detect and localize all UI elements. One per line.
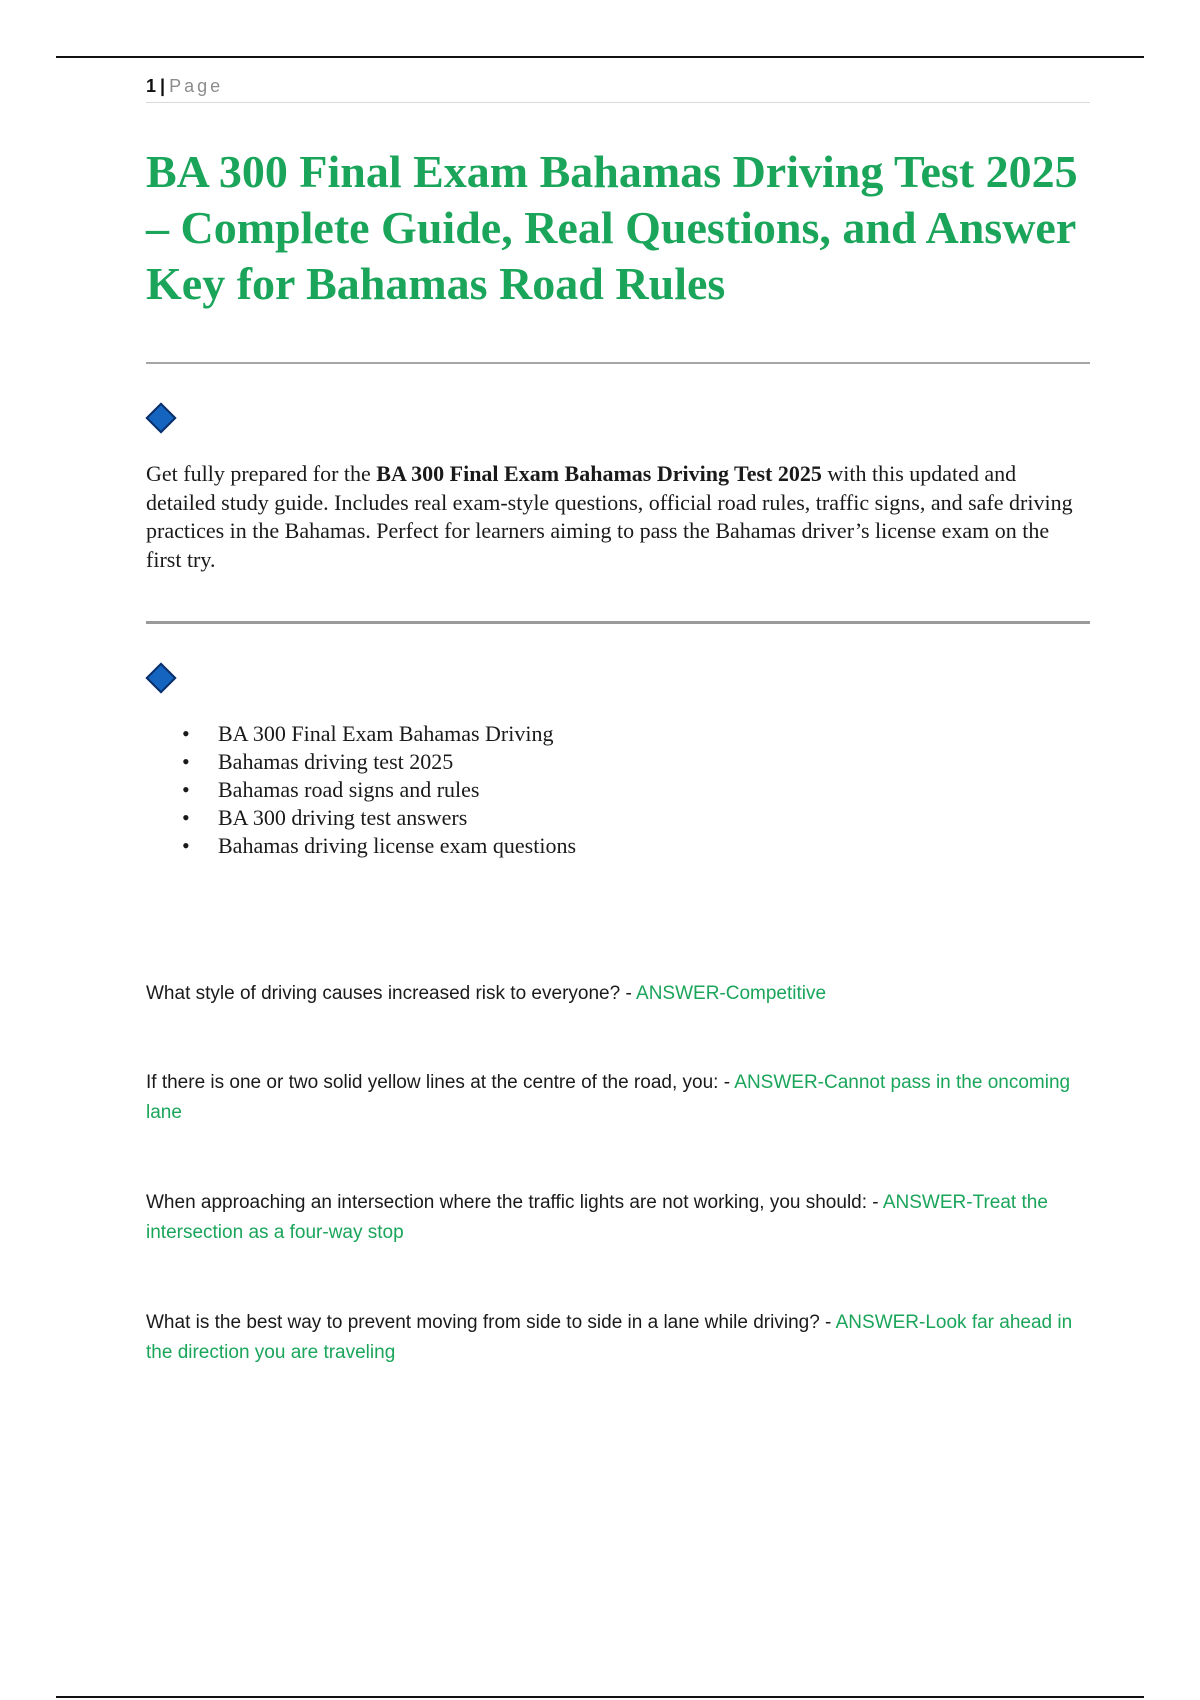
page-number: 1 [146,76,157,96]
qa-item [146,1188,1090,1248]
bullet-icon: • [182,749,190,774]
bullet-icon: • [182,721,190,746]
keyword-text: Bahamas driving license exam questions [218,833,577,858]
qa-item [146,979,1090,1009]
page-label: Page [169,76,224,96]
intro-paragraph [146,460,1090,574]
keyword-text: BA 300 Final Exam Bahamas Driving [218,721,554,746]
keyword-text: BA 300 driving test answers [218,805,468,830]
list-item [146,804,576,832]
document-title: BA 300 Final Exam Bahamas Driving Test 2025 – Complete Guide, Real Questions, and Answer Key for Bahamas Road Rules [146,146,1078,309]
intro-text: with this updated and detailed study guide. Includes real exam-style questions, official road rules, traffic signs, and safe driving practices in the Bahamas. Perfect for learners aiming to pass the Bahamas driver’s license exam on the first try. [146,461,1073,572]
qa-item [146,1308,1090,1368]
list-item [146,720,576,748]
top-border-rule [56,56,1144,58]
question-text: What is the best way to prevent moving from side to side in a lane while driving? - [146,1312,836,1333]
list-item [146,832,576,860]
diamond-icon [145,402,176,433]
keyword-list [146,720,576,860]
bullet-icon: • [182,777,190,802]
page-header-separator: | [160,76,166,96]
answer-text: ANSWER-Look far ahead in the direction you are traveling [146,1312,1073,1363]
keyword-text: Bahamas driving test 2025 [218,749,454,774]
answer-text: ANSWER-Cannot pass in the oncoming lane [146,1072,1071,1123]
intro-bold-text: BA 300 Final Exam Bahamas Driving Test 2025 [376,461,822,486]
intro-text: Get fully prepared for the [146,461,377,486]
question-text: When approaching an intersection where the traffic lights are not working, you should: - [146,1192,883,1213]
list-item [146,748,576,776]
bullet-icon: • [182,805,190,830]
page-header [146,74,1090,103]
list-item [146,776,576,804]
bullet-icon: • [182,833,190,858]
answer-text: ANSWER-Competitive [636,983,827,1004]
horizontal-divider [146,621,1090,624]
question-text: If there is one or two solid yellow lines at the centre of the road, you: - [146,1072,735,1093]
diamond-icon [145,662,176,693]
keyword-text: Bahamas road signs and rules [218,777,480,802]
question-text: What style of driving causes increased risk to everyone? - [146,983,637,1004]
bottom-border-rule [56,1696,1144,1698]
qa-item [146,1068,1090,1128]
answer-text: ANSWER-Treat the intersection as a four-way stop [146,1192,1048,1243]
horizontal-divider [146,362,1090,364]
